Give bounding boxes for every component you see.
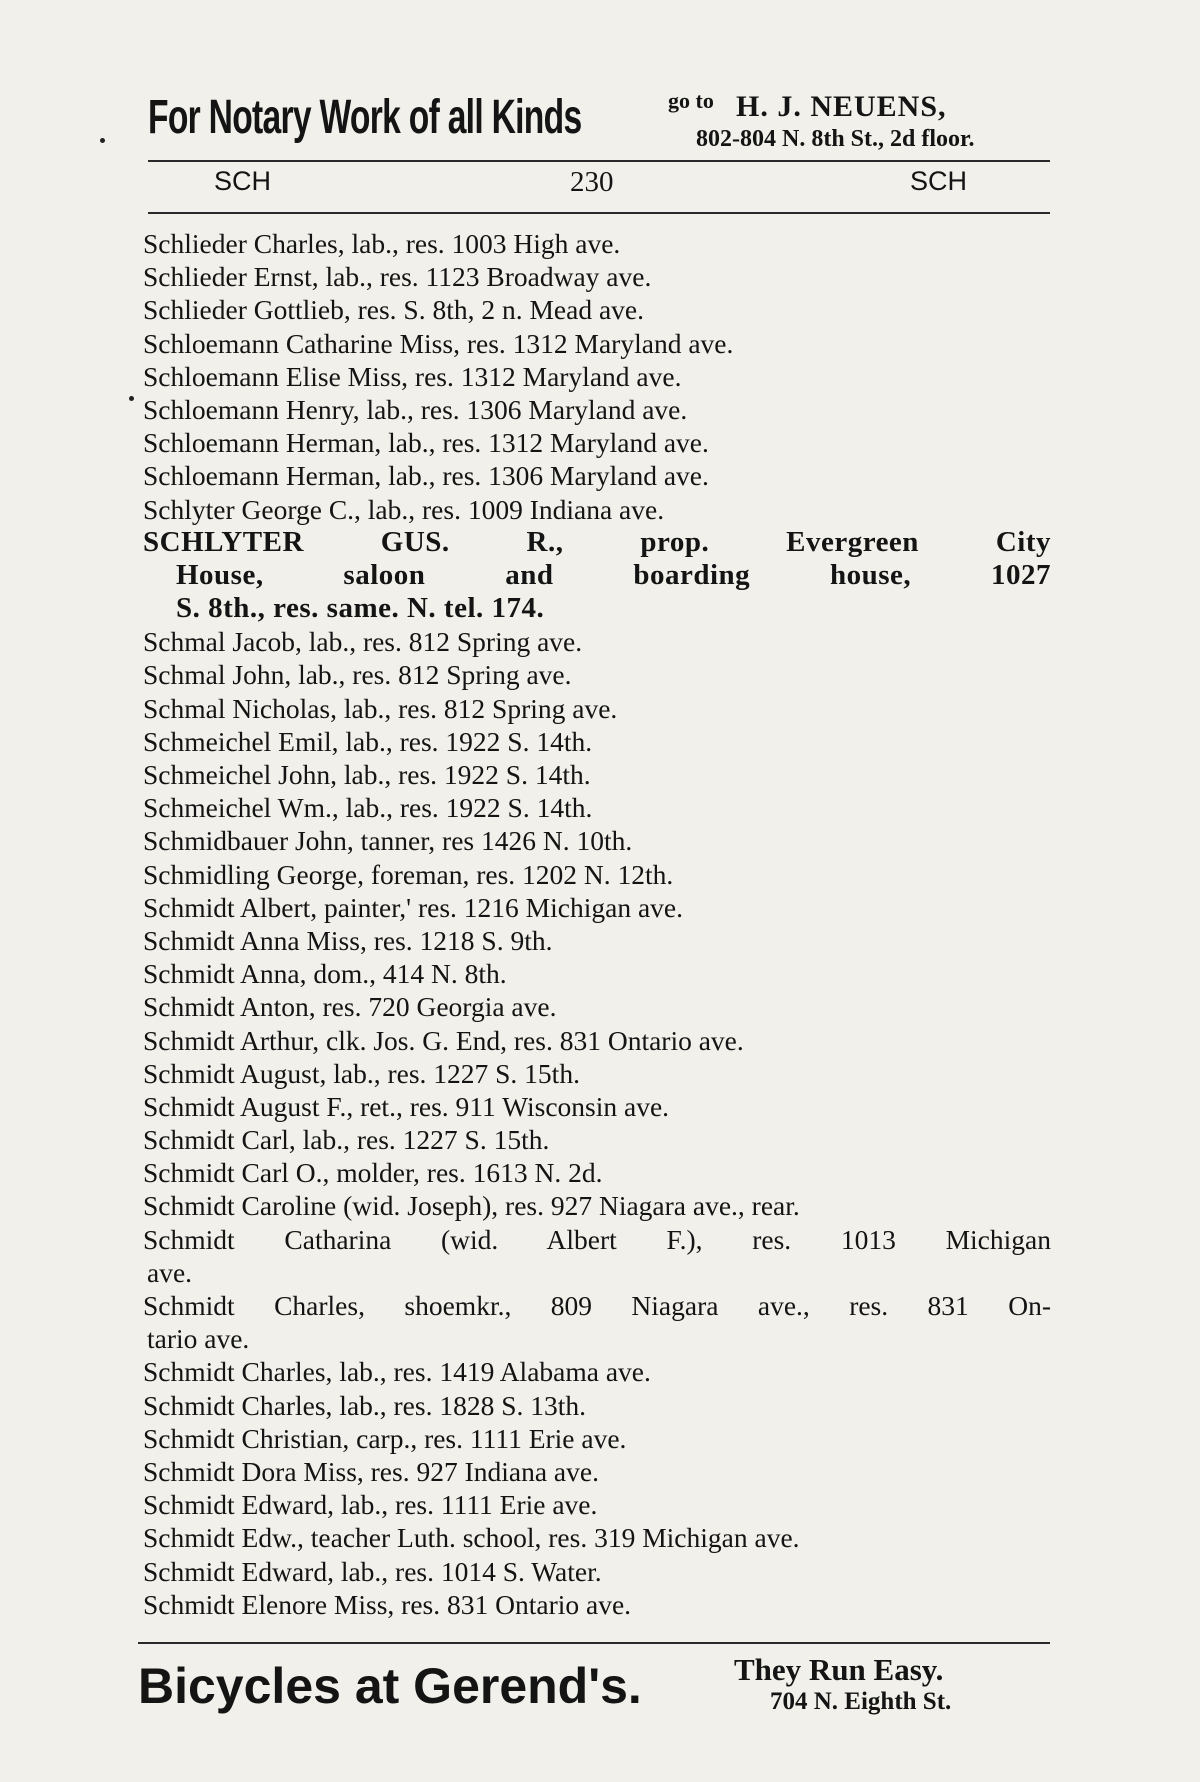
- directory-entry: Schmidt Dora Miss, res. 927 Indiana ave.: [143, 1455, 599, 1487]
- directory-entry: Schloemann Elise Miss, res. 1312 Maryland ave.: [143, 360, 682, 392]
- directory-entry: tario ave.: [147, 1323, 250, 1355]
- bottom-rule: [138, 1642, 1050, 1644]
- directory-entry: Schmidt Charles, lab., res. 1828 S. 13th.: [143, 1389, 587, 1421]
- directory-entry: Schmidling George, foreman, res. 1202 N. 12th.: [143, 858, 674, 890]
- directory-entry: Schmidt Elenore Miss, res. 831 Ontario ave.: [143, 1588, 632, 1620]
- notary-goto: go to: [668, 88, 714, 113]
- directory-entry: Schmidt Arthur, clk. Jos. G. End, res. 831 Ontario ave.: [143, 1024, 744, 1056]
- directory-entry: Schlieder Ernst, lab., res. 1123 Broadway ave.: [143, 261, 652, 293]
- print-speck: [100, 138, 105, 143]
- directory-entry: Schmidt Caroline (wid. Joseph), res. 927 Niagara ave., rear.: [143, 1190, 800, 1222]
- directory-entry: Schmidt Edward, lab., res. 1014 S. Water.: [143, 1555, 602, 1587]
- notary-advertisement: [148, 88, 1050, 152]
- directory-entry: Schmidt August F., ret., res. 911 Wisconsin ave.: [143, 1090, 670, 1122]
- top-rule: [148, 160, 1050, 162]
- directory-entry: Schmal John, lab., res. 812 Spring ave.: [143, 659, 572, 691]
- notary-address: 802-804 N. 8th St., 2d floor.: [696, 126, 975, 152]
- header-right-guide: SCH: [910, 166, 968, 196]
- directory-entry: Schmidt Edw., teacher Luth. school, res. 319 Michigan ave.: [143, 1522, 800, 1554]
- directory-entry: Schmidt Carl O., molder, res. 1613 N. 2d.: [143, 1157, 603, 1189]
- directory-entry: Schlieder Gottlieb, res. S. 8th, 2 n. Mead ave.: [143, 294, 645, 326]
- running-header: [148, 166, 1050, 202]
- directory-entry: Schmidt Charles, shoemkr., 809 Niagara ave., res. 831 On-: [143, 1290, 1051, 1321]
- directory-entry: Schmidt August, lab., res. 1227 S. 15th.: [143, 1057, 580, 1089]
- print-speck: [129, 396, 134, 401]
- directory-entry: Schmidbauer John, tanner, res 1426 N. 10th.: [143, 825, 633, 857]
- directory-entry: SCHLYTER GUS. R., prop. Evergreen City: [143, 525, 1051, 558]
- directory-entry: Schloemann Herman, lab., res. 1312 Maryland ave.: [143, 427, 709, 459]
- directory-entry: Schmeichel Wm., lab., res. 1922 S. 14th.: [143, 792, 593, 824]
- directory-entry: S. 8th., res. same. N. tel. 174.: [176, 592, 545, 625]
- directory-entry: ave.: [147, 1256, 193, 1288]
- directory-entry: Schlyter George C., lab., res. 1009 Indiana ave.: [143, 493, 665, 525]
- directory-entry: Schmidt Edward, lab., res. 1111 Erie ave.: [143, 1489, 598, 1521]
- directory-entry: Schmidt Charles, lab., res. 1419 Alabama ave.: [143, 1356, 651, 1388]
- directory-entry: Schmidt Christian, carp., res. 1111 Erie ave.: [143, 1422, 627, 1454]
- bicycle-tagline: They Run Easy.: [734, 1652, 944, 1687]
- bicycle-headline: Bicycles at Gerend's.: [138, 1658, 642, 1714]
- notary-name: H. J. NEUENS,: [736, 90, 947, 123]
- directory-entry: House, saloon and boarding house, 1027: [176, 558, 1051, 591]
- bicycle-advertisement: [138, 1652, 1050, 1726]
- directory-entry: Schmal Nicholas, lab., res. 812 Spring ave.: [143, 692, 618, 724]
- directory-entry: Schmidt Anna, dom., 414 N. 8th.: [143, 958, 507, 990]
- bicycle-address: 704 N. Eighth St.: [770, 1688, 952, 1715]
- header-rule: [148, 212, 1050, 214]
- directory-entry: Schloemann Henry, lab., res. 1306 Maryland ave.: [143, 393, 688, 425]
- notary-headline: For Notary Work of all Kinds: [148, 91, 582, 144]
- page-number: 230: [570, 166, 614, 198]
- header-left-guide: SCH: [214, 166, 272, 196]
- directory-entry: Schmidt Carl, lab., res. 1227 S. 15th.: [143, 1124, 550, 1156]
- directory-entry: Schlieder Charles, lab., res. 1003 High ave.: [143, 228, 621, 259]
- directory-entry: Schmidt Albert, painter,' res. 1216 Michigan ave.: [143, 891, 683, 923]
- directory-entry: Schmidt Anna Miss, res. 1218 S. 9th.: [143, 924, 553, 956]
- directory-entry: Schmal Jacob, lab., res. 812 Spring ave.: [143, 626, 583, 658]
- directory-entry: Schmidt Catharina (wid. Albert F.), res. 1013 Michigan: [143, 1223, 1051, 1255]
- directory-entry: Schmidt Anton, res. 720 Georgia ave.: [143, 991, 557, 1023]
- directory-entry: Schmeichel John, lab., res. 1922 S. 14th.: [143, 759, 591, 790]
- directory-entry: Schloemann Herman, lab., res. 1306 Maryland ave.: [143, 460, 709, 492]
- directory-entry: Schloemann Catharine Miss, res. 1312 Maryland ave.: [143, 327, 734, 359]
- directory-entry: Schmeichel Emil, lab., res. 1922 S. 14th.: [143, 725, 593, 757]
- directory-entries: [143, 227, 1051, 1621]
